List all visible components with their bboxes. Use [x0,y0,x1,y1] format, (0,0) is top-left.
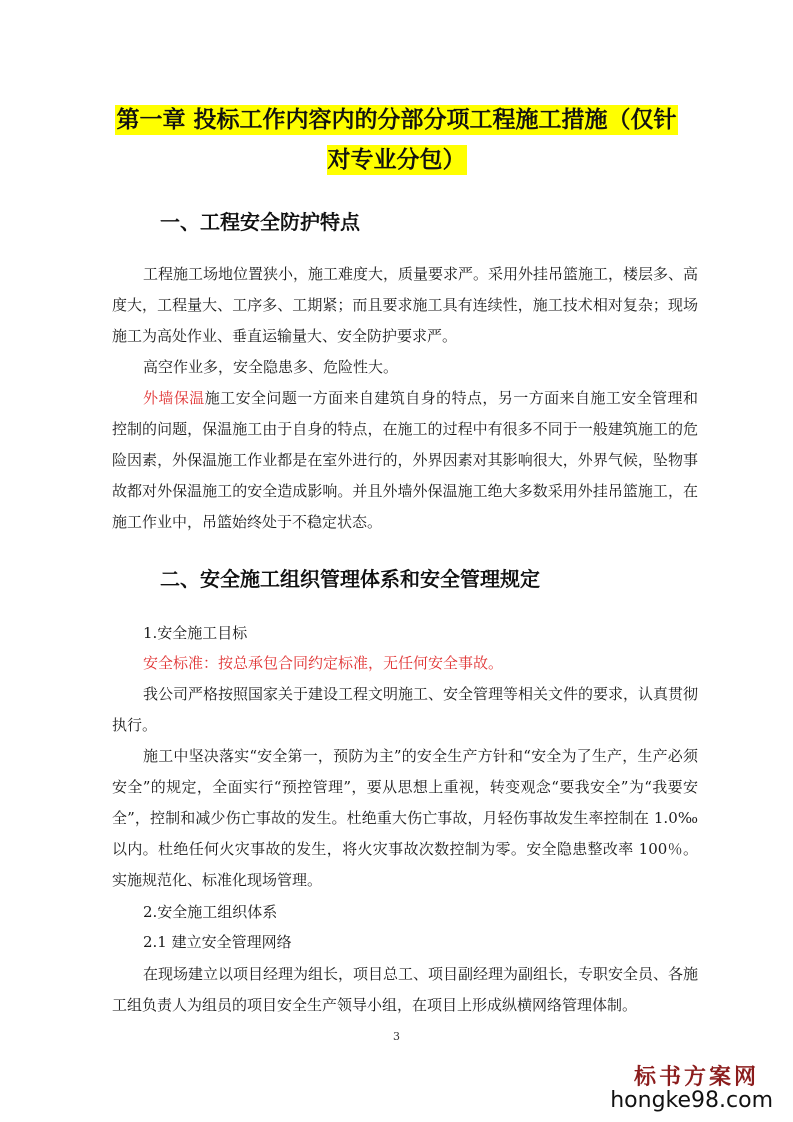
paragraph-insulation-safety [112,383,698,538]
subheading-network: 2.1 建立安全管理网络 [143,933,292,951]
paragraph-safety-standard: 安全标准：按总承包合同约定标准，无任何安全事故。 [143,654,504,672]
insulation-text: 施工安全问题一方面来自建筑自身的特点，另一方面来自施工安全管理和控制的问题，保温施工由于自身的特点，在施工的过程中有很多不同于一般建筑施工的危险因素，外保温施工作业都是在室外进行的，外界因素对其影响很大，外界气候，坠物事故都对外保温施工的安全造成影响。并且外墙外保温施工绝大多数采用外挂吊篮施工，在施工作业中，吊篮始终处于不稳定状态。 [112,389,698,531]
section-heading-1: 一、工程安全防护特点 [160,210,360,234]
chapter-title-line-2 [0,140,793,180]
paragraph-high-altitude: 高空作业多，安全隐患多、危险性大。 [143,358,399,376]
paragraph-site-conditions: 工程施工场地位置狭小，施工难度大，质量要求严。采用外挂吊篮施工，楼层多、高度大，工程量大、工序多、工期紧；而且要求施工具有连续性，施工技术相对复杂；现场施工为高处作业、垂直运输量大、安全防护要求严。 [112,265,699,345]
subheading-safety-goal: 1.安全施工目标 [143,624,248,642]
insulation-term: 外墙保温 [143,389,205,407]
watermark [611,1060,781,1120]
subheading-organization: 2.安全施工组织体系 [143,903,278,921]
section-heading-2: 二、安全施工组织管理体系和安全管理规定 [160,567,540,591]
chapter-title-highlight-2: 对专业分包） [327,147,466,173]
watermark-chinese: 标书方案网 [633,1064,759,1090]
chapter-title-highlight-1: 第一章 投标工作内容内的分部分项工程施工措施（仅针 [116,107,677,133]
page-number: 3 [393,1030,400,1043]
paragraph-company-compliance: 我公司严格按照国家关于建设工程文明施工、安全管理等相关文件的要求，认真贯彻执行。 [112,685,699,734]
chapter-title-line-1 [0,100,793,140]
paragraph-safety-policy: 施工中坚决落实“安全第一，预防为主”的安全生产方针和“安全为了生产，生产必须安全”的规定，全面实行“预控管理”，要从思想上重视，转变观念“要我安全”为“我要安全”，控制和减少伤亡事故的发生。杜绝重大伤亡事故，月轻伤事故发生率控制在 1.0‰以内。杜绝任何火灾事故的发生，将火灾事故次数控制为零。安全隐患整改率 100％。实施规范化、标准化现场管理。 [112,747,698,889]
watermark-domain: hongke98.com [610,1088,773,1113]
paragraph-leadership-group: 在现场建立以项目经理为组长，项目总工、项目副经理为副组长，专职安全员、各施工组负责人为组员的项目安全生产领导小组，在项目上形成纵横网络管理体制。 [112,965,699,1014]
